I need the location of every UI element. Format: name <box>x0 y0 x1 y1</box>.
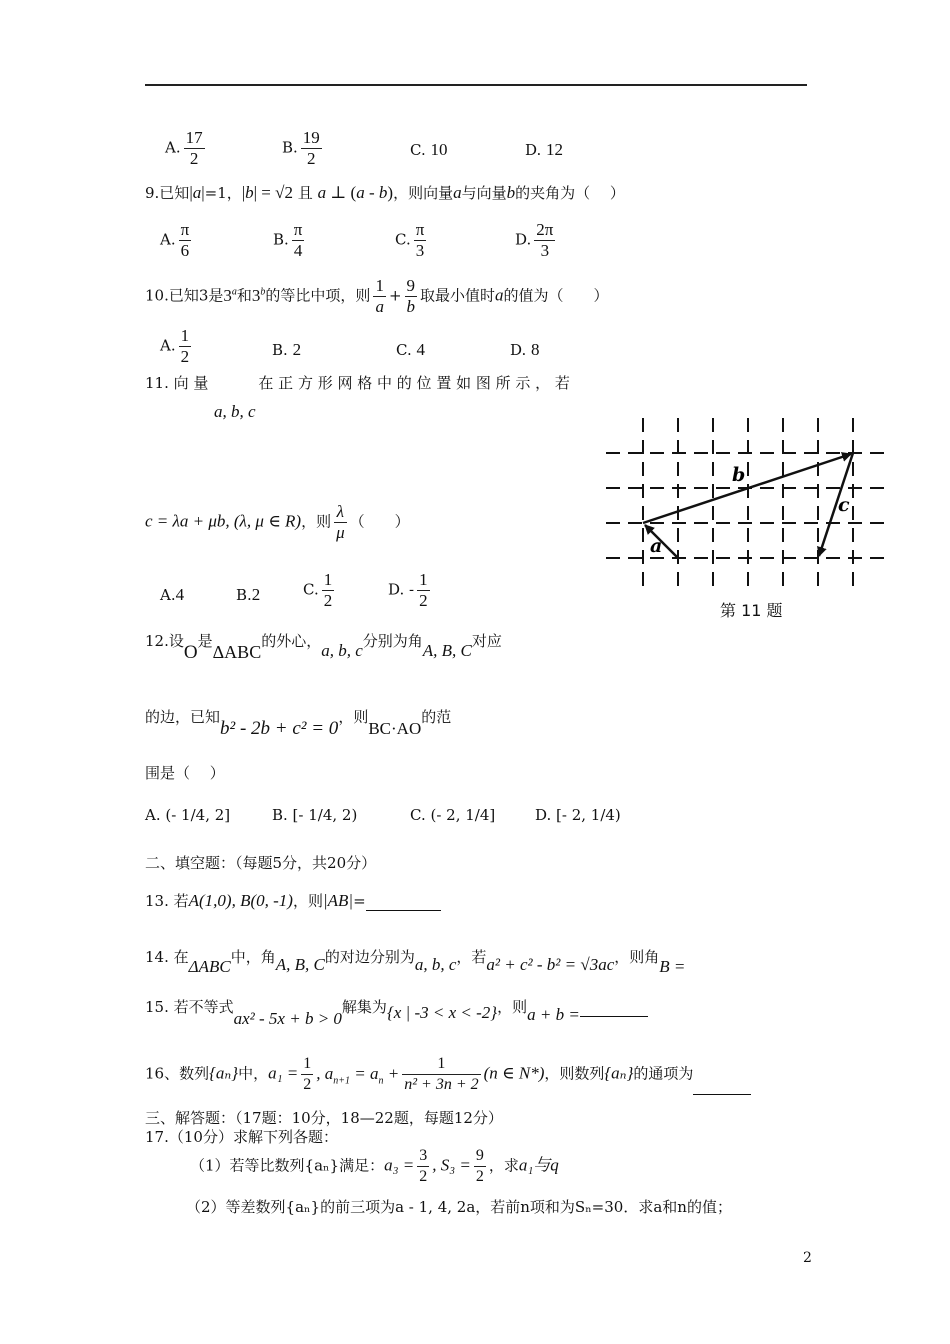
q11-option-d: D. - $\frac{1}{2}$ <box>388 570 428 610</box>
q16-answer-blank[interactable] <box>693 1080 751 1095</box>
q11-figure-caption: 第 11 题 <box>720 601 783 620</box>
q12-option-d: D. [- 2, 1/4) <box>535 806 621 824</box>
label-b: b <box>732 464 746 486</box>
q9-option-b: B. $\frac{\pi}{4}$ <box>273 220 303 260</box>
q12-option-a: A. (- 1/4, 2] <box>145 806 231 824</box>
label-c: c <box>838 494 850 516</box>
q15-answer-blank[interactable] <box>580 1002 648 1017</box>
label-a: a <box>650 535 663 557</box>
section-3-heading: 三、解答题：（17题：10分，18—22题，每题12分） <box>145 1109 503 1127</box>
q12-stem-line2: 的边，已知b² - 2b + c² = 0，则BC·AO的范 <box>145 708 452 739</box>
q13-answer-blank[interactable] <box>366 896 441 911</box>
q9-option-d: D. $\frac{2\pi}{3}$ <box>515 220 554 260</box>
q11-stem-line1: 11. 向 量 在 正 方 形 网 格 中 的 位 置 如 图 所 示 ， 若 <box>145 374 570 392</box>
q10-option-a: A. $\frac{1}{2}$ <box>160 326 190 366</box>
q9-option-c: C. $\frac{\pi}{3}$ <box>395 220 425 260</box>
q9-option-a: A. $\frac{\pi}{6}$ <box>160 220 190 260</box>
q14: 14. 在ΔABC中，角A, B, C的对边分别为a, b, c，若a² + c² - b² = √3ac，则角B = <box>145 948 686 976</box>
q12-stem-line3: 围是（ ） <box>145 764 225 782</box>
q10-option-c: C. 4 <box>396 340 425 359</box>
q11-option-b: B.2 <box>236 585 261 604</box>
q17-heading: 17.（10分）求解下列各题： <box>145 1128 338 1146</box>
section-2-heading: 二、填空题：（每题5分，共20分） <box>145 854 377 872</box>
q17-part2: （2）等差数列{aₙ}的前三项为a - 1, 4, 2a，若前n项和为Sₙ=30．求a和n的值； <box>186 1198 732 1216</box>
q11-grid-figure <box>600 418 892 598</box>
q8-option-c: C. 10 <box>410 140 448 159</box>
q11-vectors: a, b, c <box>214 402 256 421</box>
q8-option-a: A. $\frac{17}{2}$ <box>165 128 203 168</box>
q13: 13. 若A(1,0), B(0, -1)，则|AB|= <box>145 890 441 911</box>
q12-option-b: B. [- 1/4, 2) <box>272 806 358 824</box>
q15: 15. 若不等式ax² - 5x + b > 0解集为{x | -3 < x < -2}，则a + b = <box>145 996 648 1017</box>
q11-condition: c = λa + μb, (λ, μ ∈ R)，则 $\frac{\lambda}{\mu}$ （ ） <box>145 502 410 542</box>
q10-option-d: D. 8 <box>510 340 540 359</box>
q9-stem: 9.已知|a|=1，|b| = √2 且 a ⊥ (a - b)，则向量a与向量b的夹角为（ ） <box>145 183 625 202</box>
q10-stem: 10.已知3是3$^a$和3$^b$的等比中项，则 $\frac{1}{a}$ + $\frac{9}{b}$ 取最小值时a的值为（ ） <box>145 276 609 316</box>
q8-option-d: D. 12 <box>525 140 564 159</box>
q11-option-a: A.4 <box>160 585 185 604</box>
page-number: 2 <box>803 1250 812 1266</box>
q16: 16、数列{aₙ}中，a₁ = $\frac{1}{2}$ , $a_{n+1} = a_n$ + $\frac{1}{\text{n² + 3n + 2}}$ (n ∈ N*)，则数列{aₙ}的通项为 <box>145 1054 751 1095</box>
q8-option-b: B. $\frac{19}{2}$ <box>282 128 320 168</box>
q11-option-c: C. $\frac{1}{2}$ <box>303 570 333 610</box>
q10-option-b: B. 2 <box>272 340 302 359</box>
q12-option-c: C. (- 2, 1/4] <box>410 806 496 824</box>
q17-part1: （1）若等比数列{aₙ}满足：a₃ = $\frac{3}{2}$ , S₃ = $\frac{9}{2}$ ，求a₁与q <box>190 1147 559 1185</box>
q12-stem-line1: 12.设O是ΔABC的外心，a, b, c分别为角A, B, C对应 <box>145 632 502 663</box>
header-rule <box>145 84 807 86</box>
